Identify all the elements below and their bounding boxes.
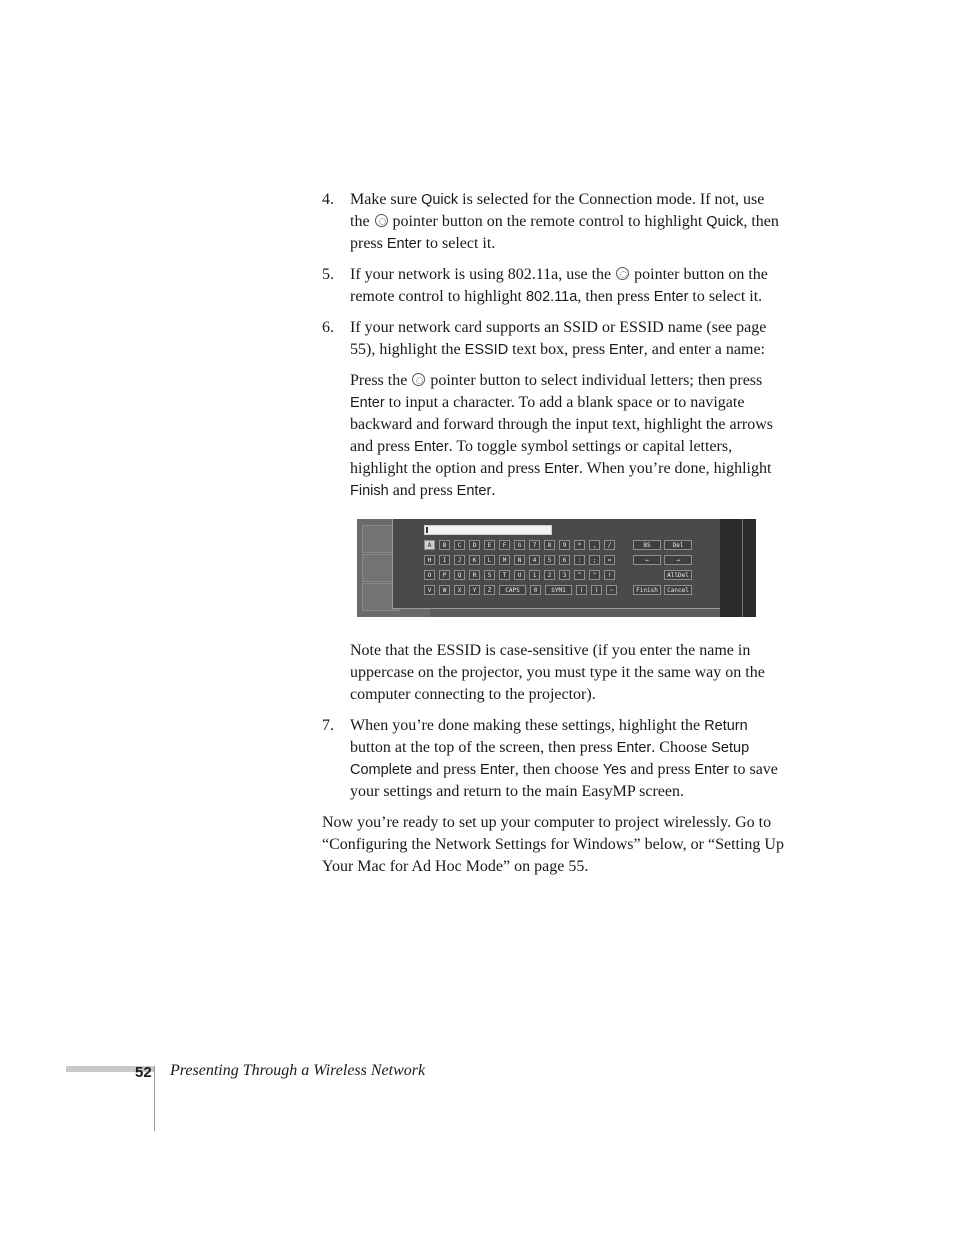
ui-term: Yes <box>602 762 627 778</box>
note-paragraph: Note that the ESSID is case-sensitive (if you enter the name in uppercase on the projector, you must type it the same way on the computer connecting to the projector). <box>350 642 765 703</box>
keyboard-key[interactable]: 4 <box>529 555 540 565</box>
ui-term: Finish <box>350 483 389 499</box>
step-7: 7. When you’re done making these settings, highlight the Return button at the top of the screen, then press Enter. Choose Setup Complete and press Enter, then choose Yes and press Enter to save your settings and return to the main EasyMP screen. <box>322 717 778 800</box>
keyboard-key[interactable]: 8 <box>544 540 555 550</box>
keyboard-key[interactable]: S <box>484 570 495 580</box>
keyboard-key[interactable]: : <box>574 555 585 565</box>
keyboard-key[interactable]: ~ <box>606 585 617 595</box>
step-5: 5. If your network is using 802.11a, use the pointer button on the remote control to highlight 802.11a, then press Enter to select it. <box>322 266 768 305</box>
keyboard-key[interactable]: * <box>574 540 585 550</box>
keyboard-key[interactable]: W <box>439 585 450 595</box>
ui-term: ESSID <box>464 342 509 358</box>
keyboard-key[interactable]: H <box>424 555 435 565</box>
text-caret <box>426 527 428 533</box>
keyboard-key[interactable]: 9 <box>559 540 570 550</box>
pointer-button-icon <box>412 373 425 386</box>
ui-term: Enter <box>456 483 492 499</box>
closing-paragraph: Now you’re ready to set up your computer to project wirelessly. Go to “Configuring the Network Settings for Windows” below, or “Setting Up Your Mac for Ad Hoc Mode” on page 55. <box>322 814 784 875</box>
keyboard-key[interactable]: X <box>454 585 465 595</box>
keyboard-key[interactable]: , <box>589 540 600 550</box>
keyboard-key[interactable]: " <box>589 570 600 580</box>
footer-divider <box>154 1066 155 1131</box>
ui-term: 802.11a <box>525 289 578 305</box>
keyboard-key[interactable]: D <box>469 540 480 550</box>
keyboard-key[interactable]: ! <box>604 570 615 580</box>
keyboard-key[interactable]: ) <box>591 585 602 595</box>
keyboard-key[interactable]: SYM1 <box>545 585 572 595</box>
ui-term: Enter <box>609 342 644 358</box>
keyboard-key[interactable]: / <box>604 540 615 550</box>
keyboard-key[interactable]: = <box>604 555 615 565</box>
screenshot-right-bar <box>720 519 756 617</box>
step-4: 4. Make sure Quick is selected for the Connection mode. If not, use the pointer button on the remote control to highlight Quick, then press Enter to select it. <box>322 191 779 252</box>
keyboard-key[interactable]: A <box>424 540 435 550</box>
step-6: 6. If your network card supports an SSID or ESSID name (see page 55), highlight the ESSID text box, press Enter, and enter a name: <box>322 319 767 358</box>
keyboard-key[interactable]: K <box>469 555 480 565</box>
keyboard-key[interactable]: Y <box>469 585 480 595</box>
keyboard-key[interactable]: 3 <box>559 570 570 580</box>
keyboard-key[interactable]: Q <box>454 570 465 580</box>
keyboard-key[interactable]: U <box>514 570 525 580</box>
keyboard-key[interactable]: J <box>454 555 465 565</box>
ui-term: Enter <box>694 762 730 778</box>
pointer-button-icon <box>375 214 388 227</box>
keyboard-key[interactable]: ( <box>576 585 587 595</box>
step-6-detail: Press the pointer button to select individual letters; then press Enter to input a character. To add a blank space or to navigate backward and forward through the input text, highlight the arrows and press Enter. To toggle symbol settings or capital letters, highlight the option and press Enter. When you’re done, highlight Finish and press Enter. <box>350 372 773 499</box>
keyboard-key[interactable]: 1 <box>529 570 540 580</box>
essid-keyboard-screenshot <box>357 519 756 617</box>
keyboard-key[interactable]: C <box>454 540 465 550</box>
keyboard-key[interactable]: G <box>514 540 525 550</box>
keyboard-key[interactable]: R <box>469 570 480 580</box>
keyboard-function-key[interactable]: AllDel <box>664 570 692 580</box>
ui-term: Quick <box>421 192 459 208</box>
pointer-button-icon <box>616 267 629 280</box>
keyboard-key[interactable]: N <box>514 555 525 565</box>
keyboard-key[interactable]: CAPS <box>499 585 526 595</box>
keyboard-key[interactable]: B <box>439 540 450 550</box>
keyboard-key[interactable]: Z <box>484 585 495 595</box>
step-number: 7. <box>322 717 334 734</box>
ui-term: Enter <box>413 439 449 455</box>
ui-term: Quick <box>706 214 744 230</box>
keyboard-key[interactable]: T <box>499 570 510 580</box>
ui-term: Enter <box>544 461 579 477</box>
keyboard-key[interactable]: ^ <box>574 570 585 580</box>
keyboard-key[interactable]: 5 <box>544 555 555 565</box>
keyboard-key[interactable]: 7 <box>529 540 540 550</box>
keyboard-key[interactable]: F <box>499 540 510 550</box>
keyboard-key[interactable]: L <box>484 555 495 565</box>
keyboard-key[interactable]: O <box>424 570 435 580</box>
keyboard-key[interactable]: ; <box>589 555 600 565</box>
step-number: 5. <box>322 266 334 283</box>
keyboard-function-key[interactable]: Cancel <box>664 585 692 595</box>
ui-term: Enter <box>616 740 652 756</box>
keyboard-key[interactable]: 2 <box>544 570 555 580</box>
running-footer-title: Presenting Through a Wireless Network <box>170 1062 426 1079</box>
step-number: 6. <box>322 319 334 336</box>
keyboard-key[interactable]: 6 <box>559 555 570 565</box>
page-number: 52 <box>135 1064 152 1081</box>
step-number: 4. <box>322 191 334 208</box>
ui-term: Enter <box>350 395 385 411</box>
keyboard-function-key[interactable]: ← <box>633 555 661 565</box>
keyboard-key[interactable]: E <box>484 540 495 550</box>
keyboard-function-key[interactable]: BS <box>633 540 661 550</box>
keyboard-function-key[interactable]: Finish <box>633 585 661 595</box>
keyboard-key[interactable]: 0 <box>530 585 541 595</box>
ui-term: Enter <box>480 762 515 778</box>
ui-term: Setup Complete <box>350 740 750 778</box>
ui-term: Enter <box>386 236 422 252</box>
keyboard-key[interactable]: I <box>439 555 450 565</box>
essid-input-box <box>424 525 552 535</box>
instructions <box>322 189 784 887</box>
keyboard-key[interactable]: M <box>499 555 510 565</box>
keyboard-key[interactable]: P <box>439 570 450 580</box>
keyboard-function-key[interactable]: → <box>664 555 692 565</box>
keyboard-function-key[interactable]: Del <box>664 540 692 550</box>
keyboard-key[interactable]: V <box>424 585 435 595</box>
ui-term: Return <box>704 718 748 734</box>
ui-term: Enter <box>653 289 689 305</box>
